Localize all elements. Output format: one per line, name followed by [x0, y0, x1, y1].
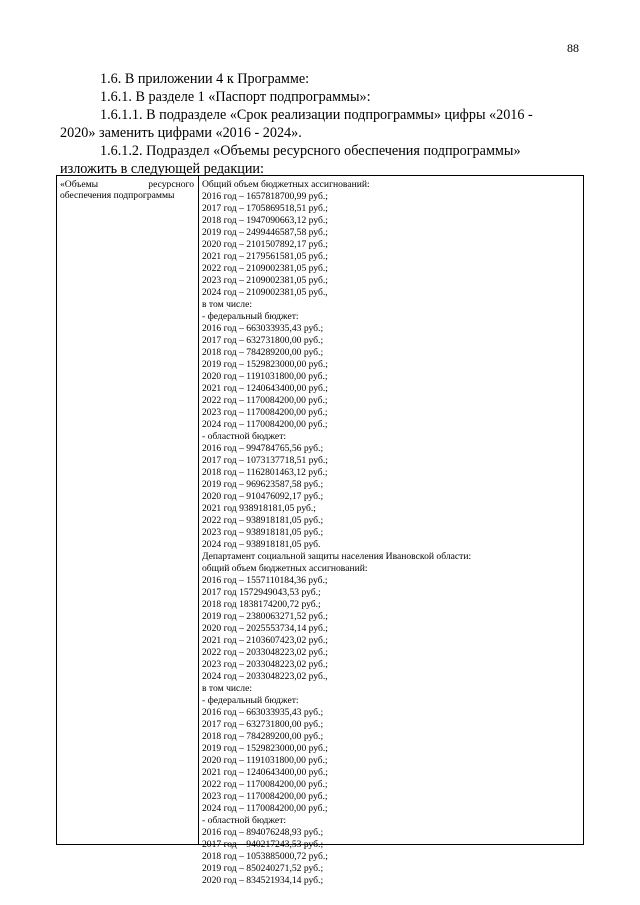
table-line: - областной бюджет: [202, 431, 287, 442]
table-line: 2017 год – 632731800,00 руб.; [202, 335, 324, 346]
resource-table [56, 175, 584, 886]
table-line: 2018 год – 1947090663,12 руб.; [202, 215, 328, 226]
table-line: 2016 год – 663033935,43 руб.; [202, 707, 324, 718]
table-line: 2023 год – 2109002381,05 руб.; [202, 275, 328, 286]
table-line: 2017 год – 632731800,00 руб.; [202, 719, 324, 730]
table-line: 2022 год – 1170084200,00 руб.; [202, 395, 328, 406]
paragraph-1-6-1-2-first-line: 1.6.1.2. Подраздел «Объемы ресурсного обеспечения подпрограммы» [100, 143, 521, 159]
table-line: 2018 год – 784289200,00 руб.; [202, 347, 324, 358]
table-line: Департамент социальной защиты населения Ивановской области: [202, 551, 472, 562]
table-line: 2019 год – 969623587,58 руб.; [202, 479, 324, 490]
table-line: 2016 год – 1557110184,36 руб.; [202, 575, 328, 586]
table-line: 2023 год – 1170084200,00 руб.; [202, 791, 328, 802]
table-line: 2018 год – 1053885000,72 руб.; [202, 851, 328, 862]
table-line: 2017 год 1572949043,53 руб.; [202, 587, 321, 598]
table-line: - федеральный бюджет: [202, 695, 299, 706]
table-line: 2018 год – 784289200,00 руб.; [202, 731, 324, 742]
table-line: 2019 год – 1529823000,00 руб.; [202, 743, 328, 754]
left-cell-word-volumes: «Объемы [60, 179, 99, 190]
paragraph-1-6-1-1-second-line: 2020» заменить цифрами «2016 - 2024». [60, 125, 302, 141]
left-cell-first-line [60, 179, 194, 190]
table-line: Общий объем бюджетных ассигнований: [202, 179, 370, 190]
table-line: 2022 год – 938918181,05 руб.; [202, 515, 324, 526]
table-right-cell [202, 179, 580, 887]
table-column-divider [198, 176, 199, 844]
table-line: 2016 год – 994784765,56 руб.; [202, 443, 324, 454]
table-line: в том числе: [202, 299, 253, 310]
table-left-cell [60, 179, 194, 201]
table-line: 2020 год – 1191031800,00 руб.; [202, 371, 328, 382]
table-line: 2017 год – 1073137718,51 руб.; [202, 455, 328, 466]
table-line: 2021 год – 2179561581,05 руб.; [202, 251, 328, 262]
table-line: 2019 год – 2380063271,52 руб.; [202, 611, 328, 622]
table-line: в том числе: [202, 683, 253, 694]
left-cell-word-resource: ресурсного [148, 179, 194, 190]
table-line: 2021 год 938918181,05 руб.; [202, 503, 316, 514]
table-line: 2022 год – 2109002381,05 руб.; [202, 263, 328, 274]
page-number: 88 [567, 41, 579, 55]
table-line: 2024 год – 938918181,05 руб. [202, 539, 321, 550]
table-line: - областной бюджет: [202, 815, 287, 826]
table-line: 2021 год – 1240643400,00 руб.; [202, 383, 328, 394]
table-line: 2022 год – 1170084200,00 руб.; [202, 779, 328, 790]
paragraph-1-6: 1.6. В приложении 4 к Программе: [100, 71, 310, 87]
table-line: 2023 год – 2033048223,02 руб.; [202, 659, 328, 670]
table-line: общий объем бюджетных ассигнований: [202, 563, 368, 574]
table-line: 2020 год – 2025553734,14 руб.; [202, 623, 328, 634]
paragraph-1-6-1-2-second-line: изложить в следующей редакции: [60, 161, 264, 177]
table-line: 2019 год – 850240271,52 руб.; [202, 863, 324, 874]
table-line: 2020 год – 2101507892,17 руб.; [202, 239, 328, 250]
table-line: 2024 год – 2109002381,05 руб., [202, 287, 328, 298]
table-line: 2020 год – 834521934,14 руб.; [202, 875, 324, 886]
paragraph-1-6-1: 1.6.1. В разделе 1 «Паспорт подпрограммы»: [100, 89, 371, 105]
table-line: 2024 год – 1170084200,00 руб.; [202, 419, 328, 430]
left-cell-second-line: обеспечения подпрограммы [60, 190, 175, 201]
paragraph-1-6-1-1-first-line: 1.6.1.1. В подразделе «Срок реализации подпрограммы» цифры «2016 - [100, 107, 533, 123]
table-line: 2023 год – 1170084200,00 руб.; [202, 407, 328, 418]
table-line: 2021 год – 1240643400,00 руб.; [202, 767, 328, 778]
table-line: 2024 год – 2033048223,02 руб., [202, 671, 328, 682]
table-line: 2017 год – 940217243,53 руб.; [202, 839, 324, 850]
table-line: 2021 год – 2103607423,02 руб.; [202, 635, 328, 646]
table-line: 2022 год – 2033048223,02 руб.; [202, 647, 328, 658]
table-line: 2017 год – 1705869518,51 руб.; [202, 203, 328, 214]
table-line: 2016 год – 894076248,93 руб.; [202, 827, 324, 838]
table-line: 2020 год – 1191031800,00 руб.; [202, 755, 328, 766]
table-line: - федеральный бюджет: [202, 311, 299, 322]
table-line: 2024 год – 1170084200,00 руб.; [202, 803, 328, 814]
table-line: 2016 год – 1657818700,99 руб.; [202, 191, 328, 202]
table-line: 2018 год – 1162801463,12 руб.; [202, 467, 328, 478]
table-line: 2019 год – 2499446587,58 руб.; [202, 227, 328, 238]
table-line: 2023 год – 938918181,05 руб.; [202, 527, 324, 538]
table-line: 2019 год – 1529823000,00 руб.; [202, 359, 328, 370]
table-line: 2018 год 1838174200,72 руб.; [202, 599, 321, 610]
table-line: 2016 год – 663033935,43 руб.; [202, 323, 324, 334]
table-line: 2020 год – 910476092,17 руб.; [202, 491, 324, 502]
